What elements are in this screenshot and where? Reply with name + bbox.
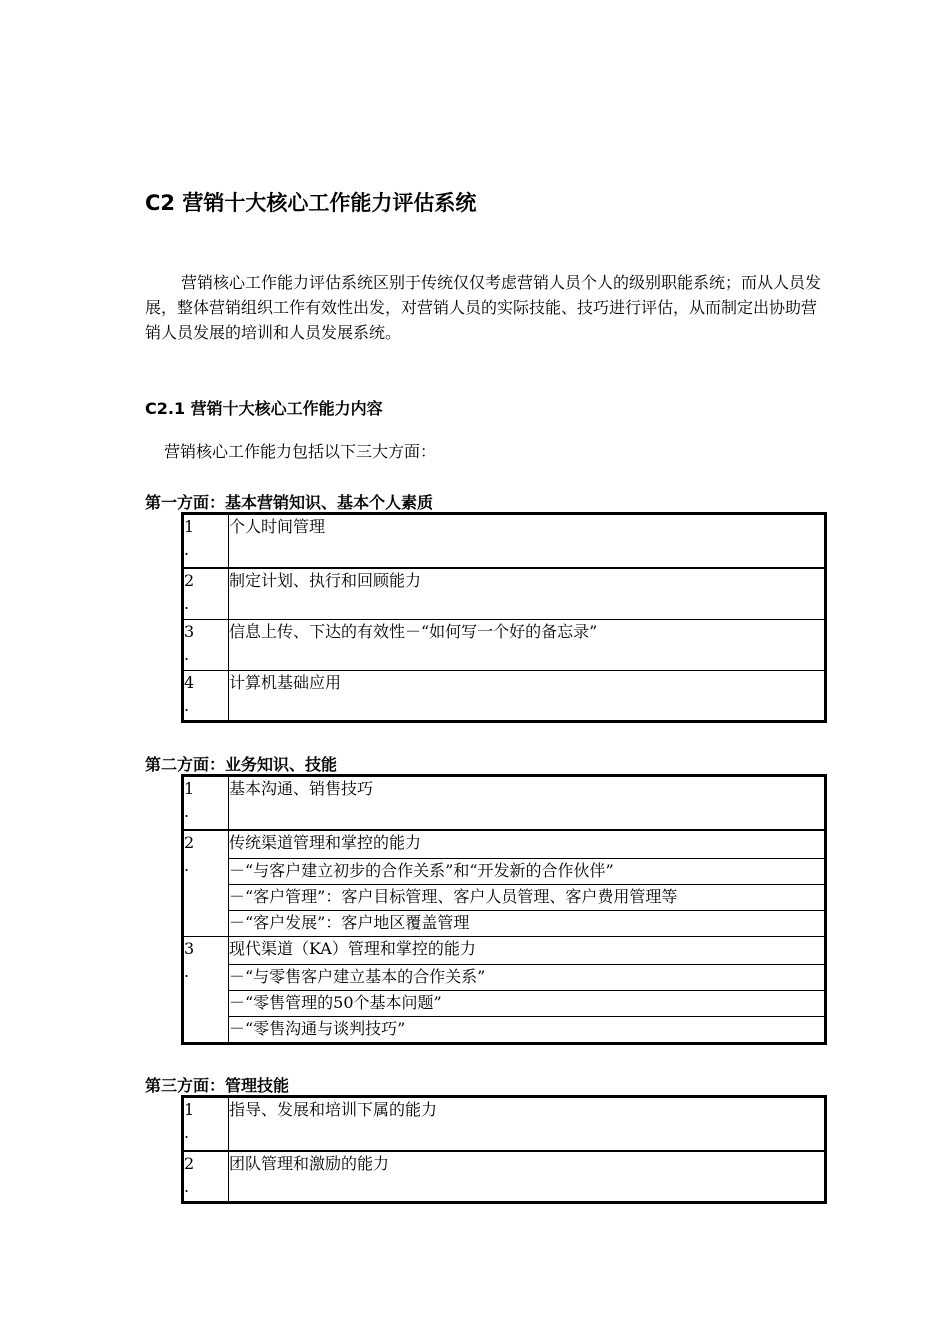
sub-item: －“零售管理的50个基本问题”: [229, 991, 826, 1017]
item-text: 指导、发展和培训下属的能力: [229, 1097, 826, 1151]
table-row: [183, 514, 826, 568]
item-text: 团队管理和激励的能力: [229, 1151, 826, 1203]
section-heading: C2.1 营销十大核心工作能力内容: [145, 399, 383, 418]
item-number: 2 .: [183, 568, 229, 620]
sub-item: －“客户发展”：客户地区覆盖管理: [229, 911, 826, 937]
table-row: [183, 991, 826, 1017]
section-intro: 营销核心工作能力包括以下三大方面：: [164, 442, 437, 461]
item-text: 基本沟通、销售技巧: [229, 776, 826, 830]
aspect-1-title: 第一方面：基本营销知识、基本个人素质: [145, 493, 434, 512]
sub-item: －“与客户建立初步的合作关系”和“开发新的合作伙伴”: [229, 859, 826, 885]
item-text: 个人时间管理: [229, 514, 826, 568]
table-row: [183, 885, 826, 911]
item-text: 计算机基础应用: [229, 671, 826, 722]
item-text: 现代渠道（KA）管理和掌控的能力: [229, 937, 826, 965]
item-number: 1 .: [183, 1097, 229, 1151]
table-row: [183, 830, 826, 859]
item-number: 4 .: [183, 671, 229, 722]
table-row: [183, 776, 826, 830]
table-row: [183, 1097, 826, 1151]
aspect-2-title: 第二方面：业务知识、技能: [145, 755, 338, 774]
table-row: [183, 671, 826, 722]
table-row: [183, 859, 826, 885]
sub-item: －“零售沟通与谈判技巧”: [229, 1017, 826, 1044]
sub-item: －“客户管理”：客户目标管理、客户人员管理、客户费用管理等: [229, 885, 826, 911]
aspect-1-table: [181, 512, 827, 723]
aspect-3-title: 第三方面：管理技能: [145, 1076, 290, 1095]
aspect-3-table: [181, 1095, 827, 1204]
item-number: 3 .: [183, 620, 229, 671]
item-number: 3 .: [183, 937, 229, 1044]
page-title: C2 营销十大核心工作能力评估系统: [145, 191, 477, 215]
table-row: [183, 1017, 826, 1044]
item-number: 2 .: [183, 1151, 229, 1203]
item-number: 1 .: [183, 514, 229, 568]
table-row: [183, 937, 826, 965]
item-text: 传统渠道管理和掌控的能力: [229, 830, 826, 859]
table-row: [183, 1151, 826, 1203]
item-text: 制定计划、执行和回顾能力: [229, 568, 826, 620]
item-text: 信息上传、下达的有效性－“如何写一个好的备忘录”: [229, 620, 826, 671]
sub-item: －“与零售客户建立基本的合作关系”: [229, 965, 826, 991]
intro-paragraph: 营销核心工作能力评估系统区别于传统仅仅考虑营销人员个人的级别职能系统；而从人员发展，整体营销组织工作有效性出发，对营销人员的实际技能、技巧进行评估，从而制定出协助营销人员发展的培训和人员发展系统。: [145, 273, 822, 342]
aspect-2-table: [181, 774, 827, 1045]
item-number: 2 .: [183, 830, 229, 937]
table-row: [183, 911, 826, 937]
item-number: 1 .: [183, 776, 229, 830]
table-row: [183, 620, 826, 671]
table-row: [183, 965, 826, 991]
table-row: [183, 568, 826, 620]
